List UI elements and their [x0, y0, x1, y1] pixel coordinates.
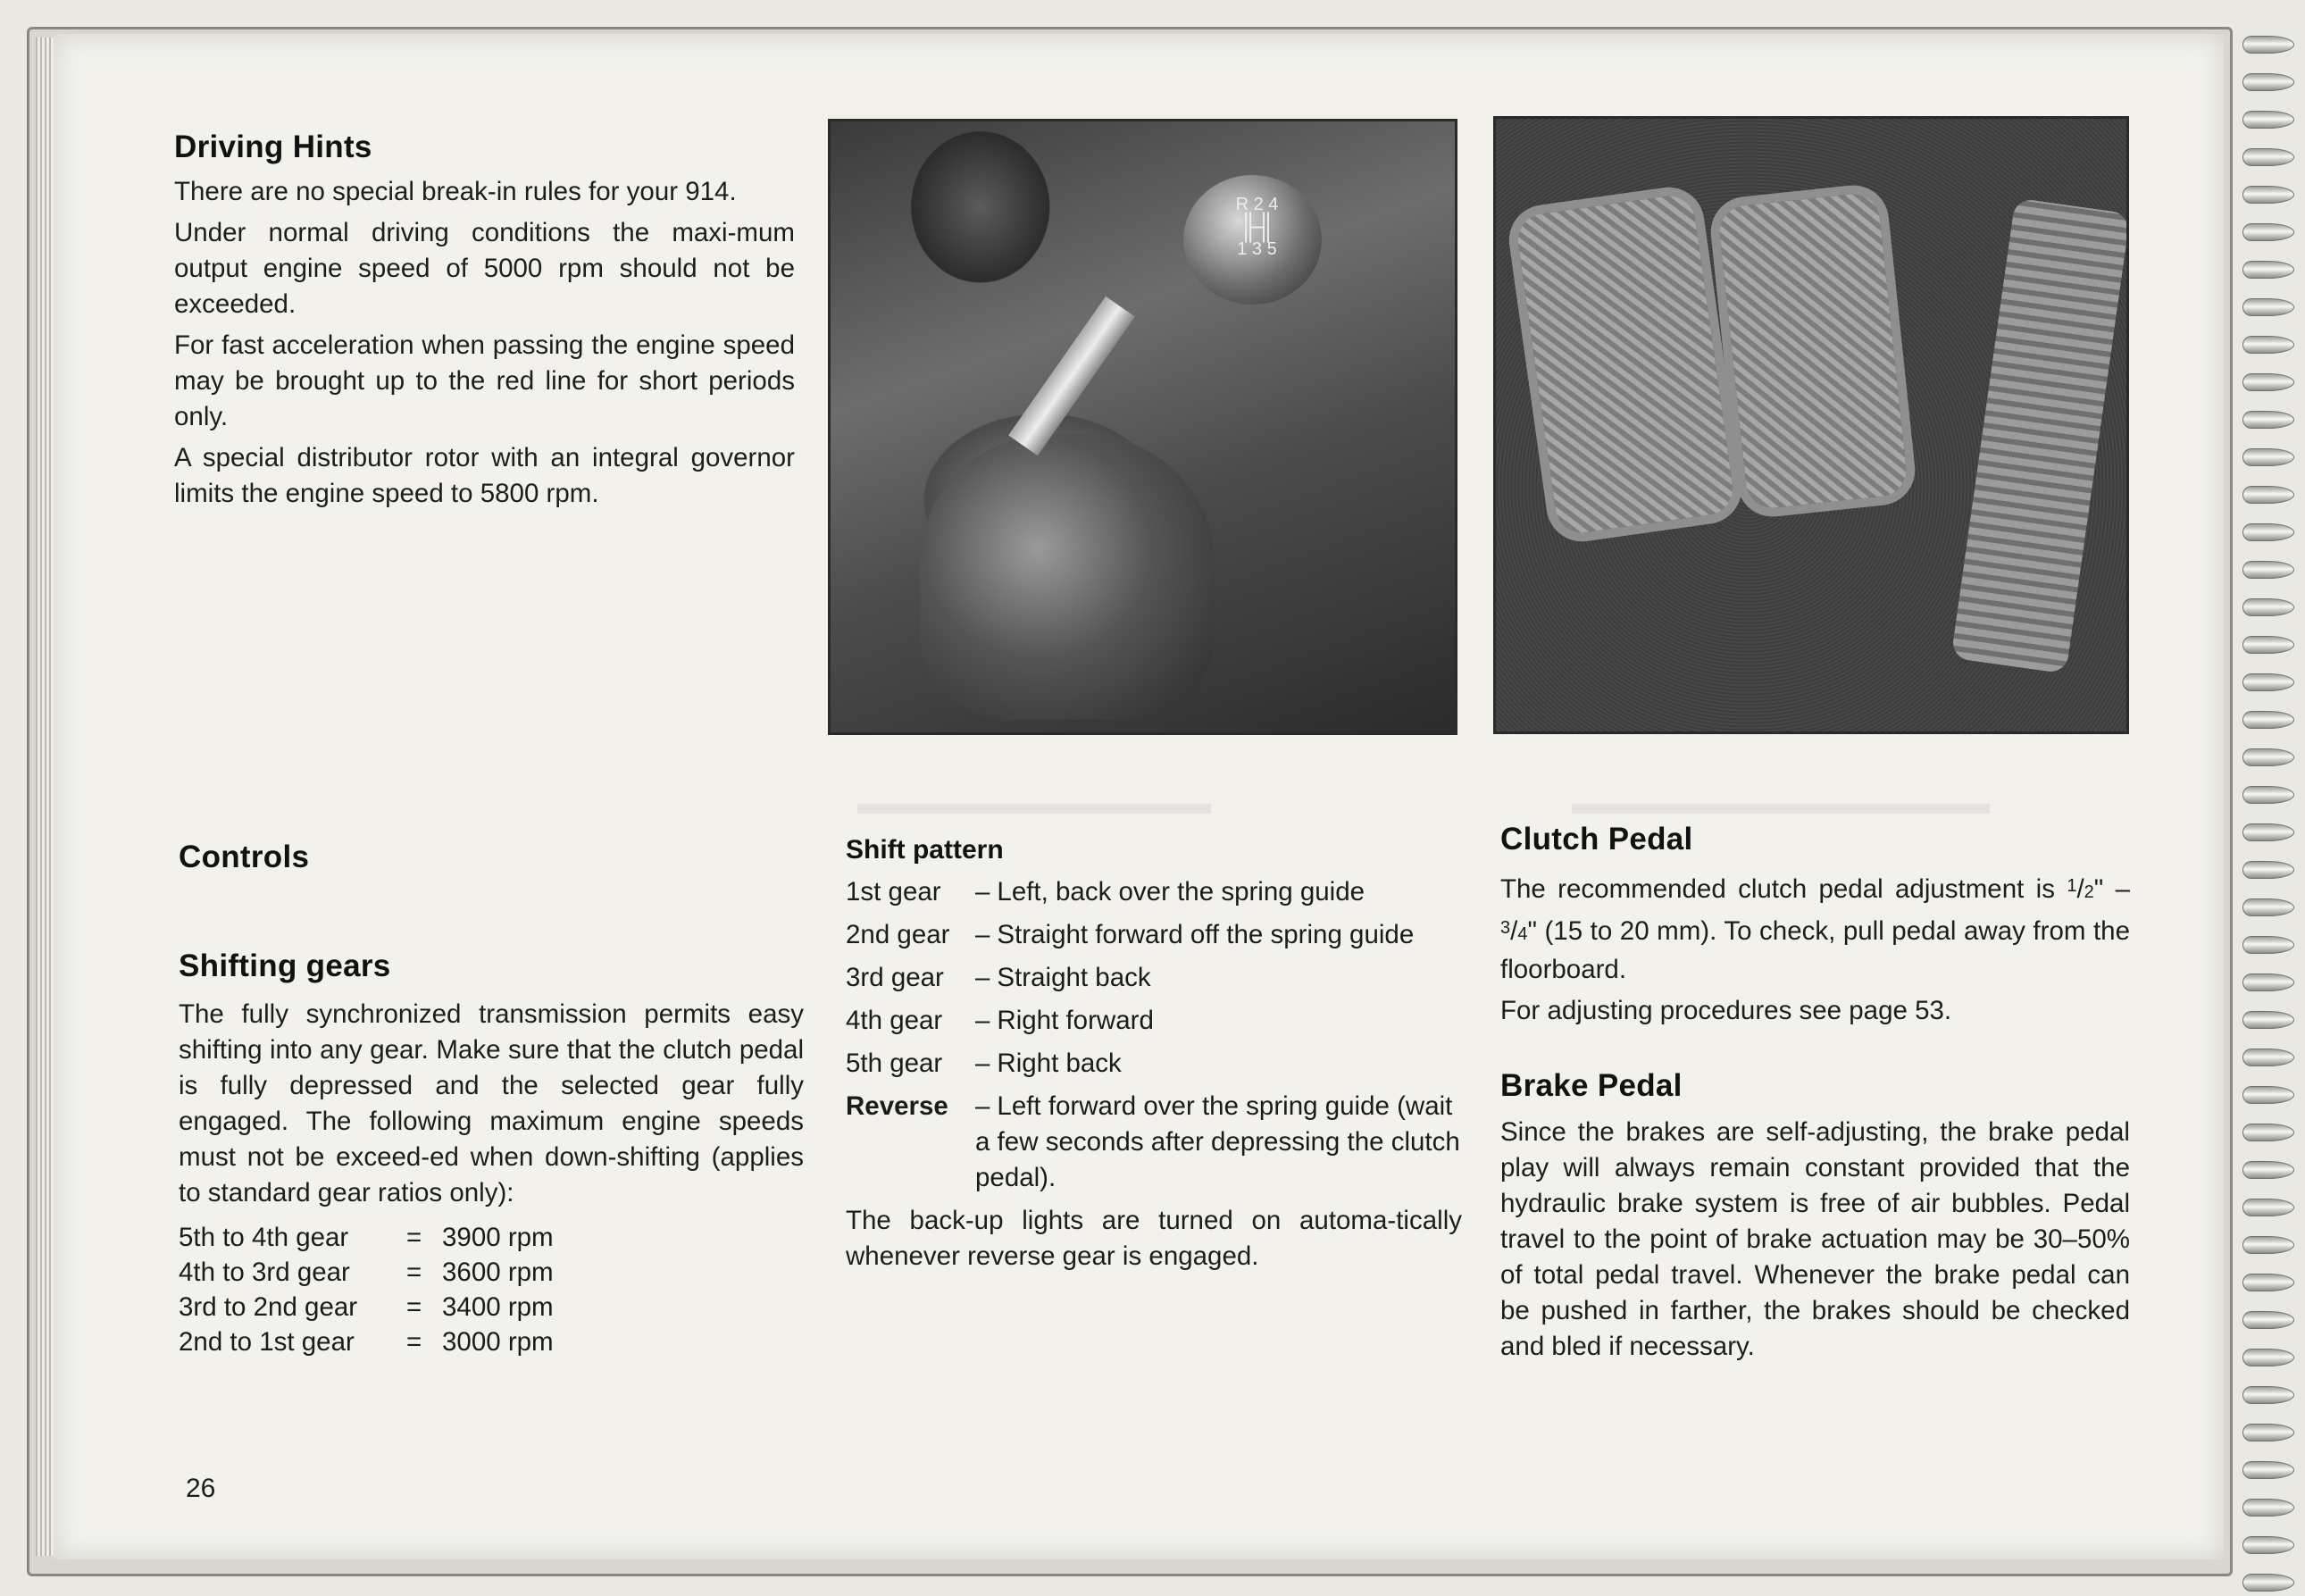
binding-ring — [2242, 1011, 2294, 1029]
shift-gear: 3rd gear — [846, 963, 944, 992]
clutch-body-after: " (15 to 20 mm). To check, pull pedal away from the floorboard. — [1500, 916, 2130, 984]
controls-heading: Controls — [179, 840, 310, 874]
rpm-range: 4th to 3rd gear — [179, 1258, 350, 1287]
binding-ring — [2242, 823, 2294, 841]
binding-ring — [2242, 223, 2294, 241]
page-stack-edge — [36, 38, 54, 1556]
rpm-range: 3rd to 2nd gear — [179, 1292, 358, 1322]
binding-ring — [2242, 1574, 2294, 1592]
shift-desc: Right back — [997, 1049, 1122, 1078]
shift-row-reverse — [846, 1089, 1462, 1196]
brake-pedal-heading: Brake Pedal — [1500, 1068, 1683, 1103]
binding-ring — [2242, 1124, 2294, 1141]
fraction-1-num: 1 — [2067, 876, 2077, 896]
shift-row — [846, 960, 1462, 996]
rpm-range: 5th to 4th gear — [179, 1223, 349, 1252]
shift-dash: – — [975, 877, 990, 907]
driving-hints-section — [174, 130, 795, 517]
shift-desc: Straight back — [997, 963, 1151, 992]
shift-row — [846, 917, 1462, 953]
rpm-value: 3900 rpm — [442, 1223, 554, 1252]
binding-ring — [2242, 636, 2294, 654]
binding-ring — [2242, 898, 2294, 916]
fraction-1-den: 2 — [2084, 882, 2094, 902]
binding-ring — [2242, 1236, 2294, 1254]
shift-pattern-section — [846, 835, 1462, 1280]
pedals-photo — [1493, 116, 2129, 734]
gear-h-pattern-icon: ╟╢ — [1239, 213, 1275, 240]
shift-dash: – — [975, 1049, 990, 1078]
shift-dash: – — [975, 920, 990, 949]
driving-hints-paragraph-2: Under normal driving conditions the maxi-mum output engine speed of 5000 rpm should not be exceeded. — [174, 218, 795, 319]
binding-ring — [2242, 936, 2294, 954]
shift-pattern-table — [846, 874, 1462, 1196]
driving-hints-paragraph-1: There are no special break-in rules for your 914. — [174, 177, 737, 206]
binding-ring — [2242, 598, 2294, 616]
brake-pedal-shape — [1708, 182, 1919, 521]
pedals-section — [1500, 822, 2130, 1370]
binding-ring — [2242, 523, 2294, 541]
clutch-pedal-shape — [1505, 183, 1747, 547]
page-number: 26 — [186, 1474, 216, 1503]
binding-ring — [2242, 1086, 2294, 1104]
binding-ring — [2242, 373, 2294, 391]
rpm-value: 3000 rpm — [442, 1327, 554, 1357]
binding-ring — [2242, 36, 2294, 54]
clutch-adjust-note: For adjusting procedures see page 53. — [1500, 996, 1952, 1025]
binding-ring — [2242, 1274, 2294, 1291]
driving-hints-paragraph-4: A special distributor rotor with an integral governor limits the engine speed to 5800 rpm. — [174, 443, 795, 508]
binding-ring — [2242, 1049, 2294, 1066]
spiral-binding — [2229, 0, 2305, 1596]
shift-row — [846, 1003, 1462, 1039]
rpm-limit-row — [179, 1220, 804, 1255]
shift-gear: 1st gear — [846, 877, 941, 907]
backup-lights-note: The back-up lights are turned on automa-tically whenever reverse gear is engaged. — [846, 1206, 1462, 1271]
binding-ring — [2242, 411, 2294, 429]
shift-desc: Left, back over the spring guide — [997, 877, 1365, 907]
clutch-pedal-heading: Clutch Pedal — [1500, 822, 1693, 856]
binding-ring — [2242, 486, 2294, 504]
clutch-body-before: The recommended clutch pedal adjustment is — [1500, 874, 2055, 904]
shift-boot-shape — [920, 434, 1215, 720]
binding-ring — [2242, 561, 2294, 579]
shift-gear: 2nd gear — [846, 920, 950, 949]
rpm-limit-row — [179, 1255, 804, 1290]
rpm-limit-row — [179, 1290, 804, 1324]
rpm-limits-table — [179, 1220, 804, 1359]
rpm-value: 3400 rpm — [442, 1292, 554, 1322]
driving-hints-paragraph-3: For fast acceleration when passing the engine speed may be brought up to the red line for short periods only. — [174, 330, 795, 431]
gear-stick-shape — [1008, 297, 1135, 456]
clutch-pedal-body: The recommended clutch pedal adjustment is $^1$/2" – $^3$/4" (15 to 20 mm). To check, pull pedal away from the floorboard. — [1500, 874, 2130, 984]
binding-ring — [2242, 73, 2294, 91]
gear-knob-top-marks: R 2 4 — [1235, 195, 1279, 214]
rpm-value: 3600 rpm — [442, 1258, 554, 1287]
shift-dash: – — [975, 1006, 990, 1035]
shift-gear: 4th gear — [846, 1006, 943, 1035]
shifting-gears-heading: Shifting gears — [179, 948, 391, 983]
binding-ring — [2242, 1161, 2294, 1179]
rpm-equals: = — [406, 1223, 422, 1252]
binding-ring — [2242, 973, 2294, 991]
shift-pattern-heading: Shift pattern — [846, 835, 1004, 865]
binding-ring — [2242, 748, 2294, 766]
binding-ring — [2242, 261, 2294, 279]
controls-section — [179, 840, 804, 1359]
shift-row — [846, 874, 1462, 910]
shifting-gears-body: The fully synchronized transmission permits easy shifting into any gear. Make sure that the clutch pedal is fully depressed and the selected gear fully engaged. The following maximum engine speeds must not be exceed-ed when down-shifting (applies to standard gear ratios only): — [179, 999, 804, 1207]
rpm-equals: = — [406, 1327, 422, 1357]
rpm-equals: = — [406, 1258, 422, 1287]
binding-ring — [2242, 148, 2294, 166]
brake-pedal-body: Since the brakes are self-adjusting, the brake pedal play will always remain constant provided that the hydraulic brake system is free of air bubbles. Pedal travel to the point of brake actuation may be 30–50% of total pedal travel. Whenever the brake pedal can be pushed in farther, the brakes should be checked and bled if necessary. — [1500, 1117, 2130, 1361]
binding-ring — [2242, 711, 2294, 729]
shift-dash: – — [975, 1091, 990, 1121]
driving-hints-heading: Driving Hints — [174, 130, 372, 164]
rpm-range: 2nd to 1st gear — [179, 1327, 355, 1357]
rpm-limit-row — [179, 1324, 804, 1359]
shift-gear: Reverse — [846, 1091, 948, 1121]
binding-ring — [2242, 1536, 2294, 1554]
bleed-through-text: ▬▬▬▬▬▬▬▬▬▬▬▬▬ — [1572, 784, 1990, 821]
shift-desc: Right forward — [997, 1006, 1154, 1035]
shift-gear: 5th gear — [846, 1049, 943, 1078]
binding-ring — [2242, 1349, 2294, 1366]
gear-shift-photo — [828, 119, 1457, 735]
binding-ring — [2242, 1499, 2294, 1517]
fraction-2-num: 3 — [1500, 918, 1511, 938]
fraction-sep: " – — [2093, 874, 2130, 904]
binding-ring — [2242, 1386, 2294, 1404]
binding-ring — [2242, 786, 2294, 804]
binding-ring — [2242, 1461, 2294, 1479]
binding-ring — [2242, 861, 2294, 879]
binding-ring — [2242, 1311, 2294, 1329]
shift-dash: – — [975, 963, 990, 992]
gear-knob-pattern — [1223, 191, 1290, 280]
gear-knob-bottom-marks: 1 3 5 — [1237, 239, 1277, 259]
binding-ring — [2242, 336, 2294, 354]
binding-ring — [2242, 298, 2294, 316]
binding-ring — [2242, 1424, 2294, 1441]
binding-ring — [2242, 673, 2294, 691]
accelerator-pedal-shape — [1950, 197, 2129, 673]
shift-desc: Straight forward off the spring guide — [997, 920, 1415, 949]
binding-ring — [2242, 448, 2294, 466]
shift-row — [846, 1046, 1462, 1082]
binding-ring — [2242, 1199, 2294, 1216]
binding-ring — [2242, 186, 2294, 204]
bleed-through-text-2: ▬▬▬▬▬▬▬▬▬▬▬ — [857, 784, 1211, 821]
shift-desc: Left forward over the spring guide (wait a few seconds after depressing the clutch pedal). — [975, 1091, 1460, 1192]
rpm-equals: = — [406, 1292, 422, 1322]
binding-ring — [2242, 111, 2294, 129]
fraction-2-den: 4 — [1517, 924, 1528, 944]
